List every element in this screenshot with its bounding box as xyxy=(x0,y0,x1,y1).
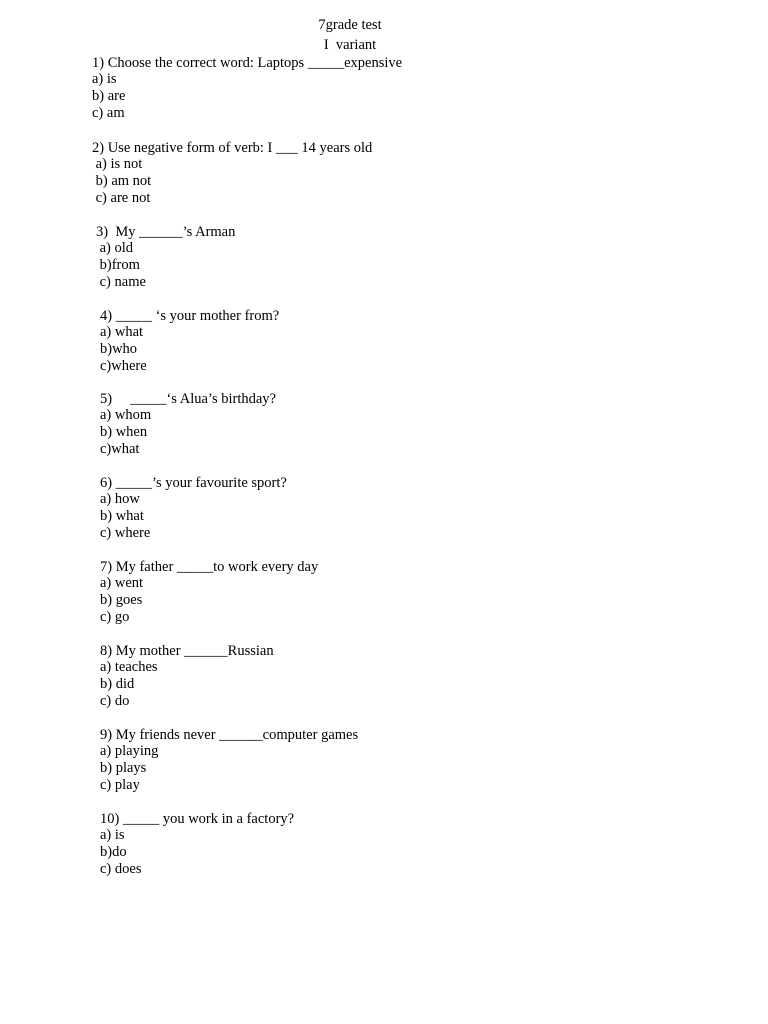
option-c: c) do xyxy=(100,693,130,709)
option-c: c)what xyxy=(100,441,140,457)
question-6 xyxy=(100,475,287,542)
option-a: a) old xyxy=(96,240,134,256)
question-text: 2) Use negative form of verb: I ___ 14 years old xyxy=(92,140,373,156)
option-c: c) does xyxy=(100,861,142,877)
question-5 xyxy=(100,391,276,458)
question-2 xyxy=(92,140,372,207)
question-4 xyxy=(100,308,279,375)
option-c: c) am xyxy=(92,105,125,121)
question-7 xyxy=(100,559,318,626)
question-text: 1) Choose the correct word: Laptops _____expensive xyxy=(92,55,403,71)
option-a: a) how xyxy=(100,491,140,507)
option-a: a) teaches xyxy=(100,659,158,675)
option-a: a) what xyxy=(100,324,144,340)
option-a: a) is not xyxy=(92,156,143,172)
option-b: b) are xyxy=(92,88,126,104)
option-c: c) where xyxy=(100,525,151,541)
question-text: 7) My father _____to work every day xyxy=(100,559,319,575)
question-10 xyxy=(100,811,294,878)
option-b: b) plays xyxy=(100,760,147,776)
option-b: b) did xyxy=(100,676,135,692)
option-c: c) are not xyxy=(92,190,151,206)
question-text: 3) My ______’s Arman xyxy=(96,224,236,240)
question-3 xyxy=(96,224,235,291)
option-c: c) play xyxy=(100,777,140,793)
option-a: a) is xyxy=(92,71,117,87)
option-b: b)who xyxy=(100,341,138,357)
option-b: b) when xyxy=(100,424,148,440)
option-a: a) whom xyxy=(100,407,152,423)
option-c: c) name xyxy=(96,274,146,290)
test-title: 7grade test xyxy=(318,17,382,33)
question-text: 6) _____’s your favourite sport? xyxy=(100,475,287,491)
option-a: a) is xyxy=(100,827,125,843)
question-8 xyxy=(100,643,274,710)
question-text: 5) _____‘s Alua’s birthday? xyxy=(100,391,276,407)
question-text: 4) _____ ‘s your mother from? xyxy=(100,308,280,324)
test-variant: I variant xyxy=(323,37,377,53)
question-1 xyxy=(92,55,402,122)
question-text: 8) My mother ______Russian xyxy=(100,643,274,659)
option-b: b) what xyxy=(100,508,144,524)
question-9 xyxy=(100,727,358,794)
option-c: c) go xyxy=(100,609,130,625)
question-text: 10) _____ you work in a factory? xyxy=(100,811,295,827)
option-a: a) went xyxy=(100,575,144,591)
option-a: a) playing xyxy=(100,743,159,759)
option-b: b) goes xyxy=(100,592,143,608)
option-b: b) am not xyxy=(92,173,152,189)
option-c: c)where xyxy=(100,358,147,374)
option-b: b)from xyxy=(96,257,140,273)
question-text: 9) My friends never ______computer games xyxy=(100,727,359,743)
option-b: b)do xyxy=(100,844,127,860)
